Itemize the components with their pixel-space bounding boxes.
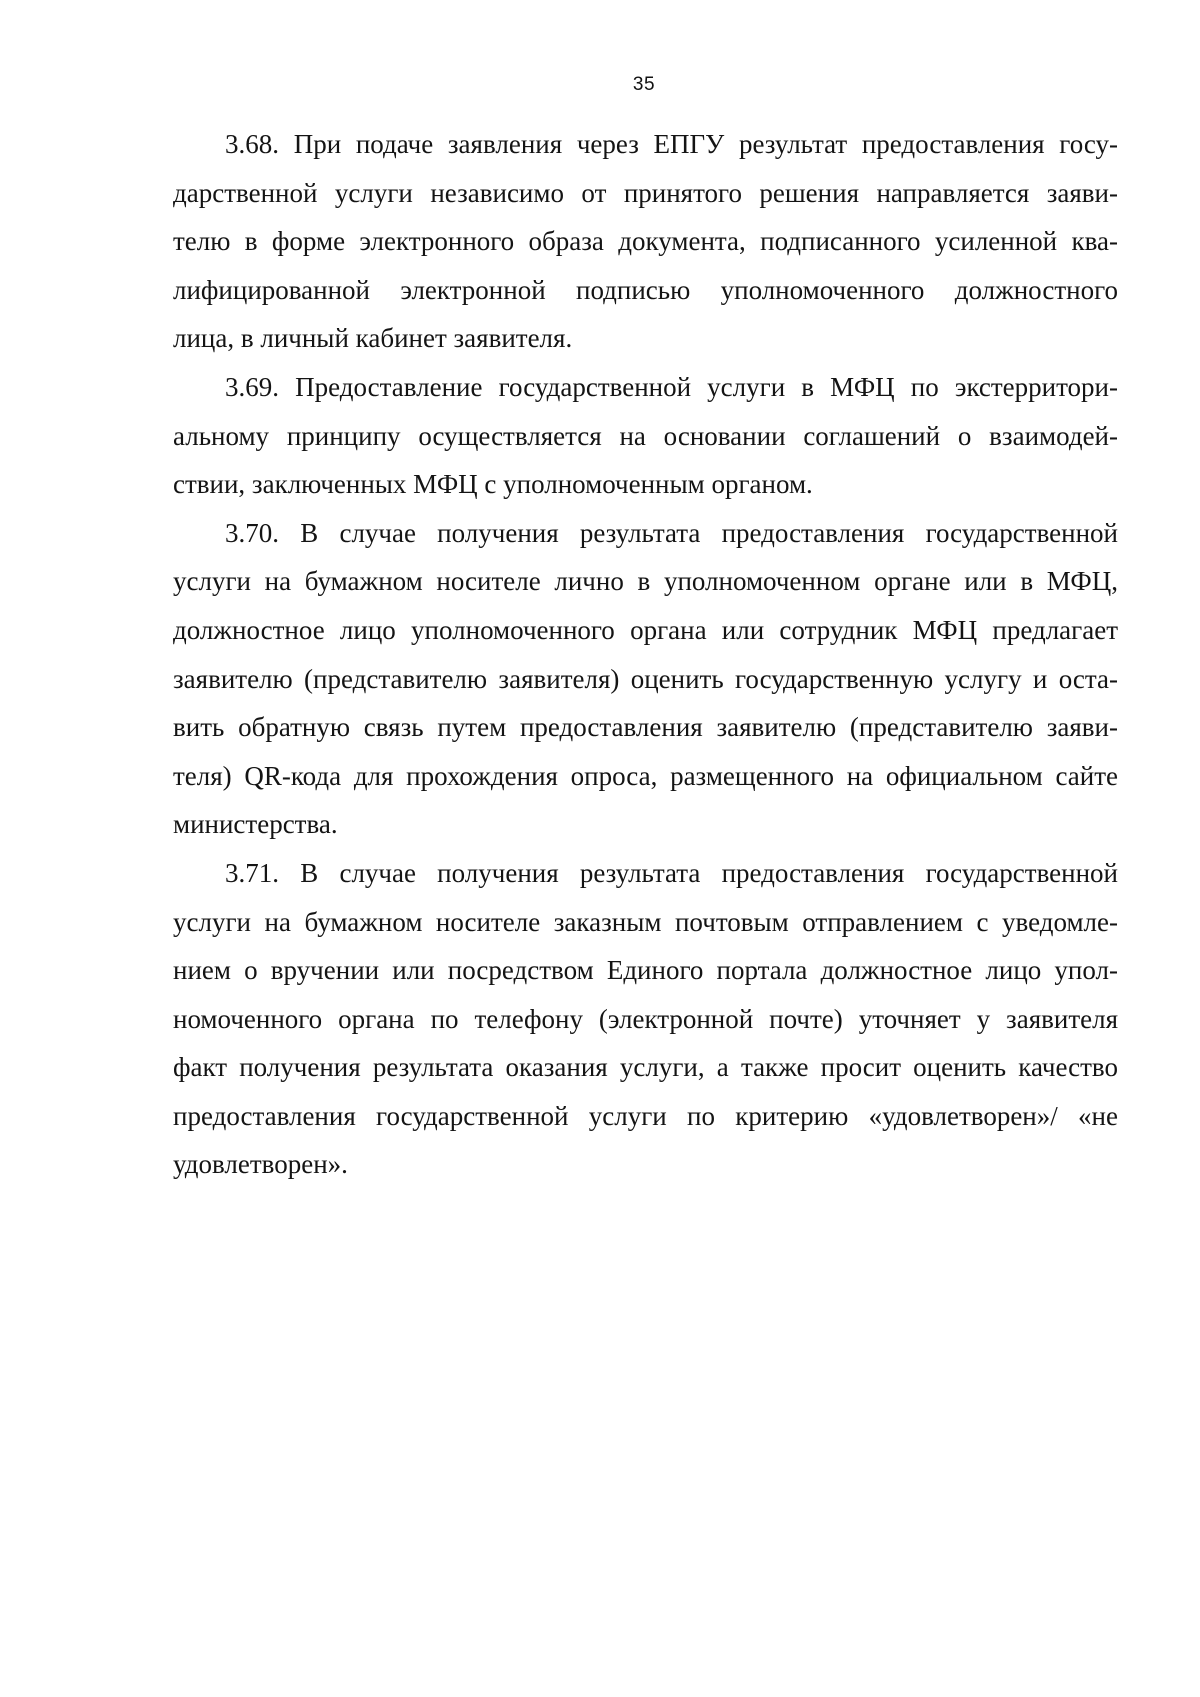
text-line: услуги на бумажном носителе лично в уполномоченном органе или в МФЦ, bbox=[173, 566, 1118, 597]
text-line: факт получения результата оказания услуги, а также просит оценить качество bbox=[173, 1052, 1118, 1083]
text-line: нием о вручении или посредством Единого портала должностное лицо упол- bbox=[173, 955, 1118, 986]
text-line: предоставления государственной услуги по критерию «удовлетворен»/ «не bbox=[173, 1100, 1118, 1131]
text-line: услуги на бумажном носителе заказным почтовым отправлением с уведомле- bbox=[173, 906, 1118, 937]
text-line: удовлетворен». bbox=[173, 1149, 348, 1180]
text-line: ствии, заключенных МФЦ с уполномоченным органом. bbox=[173, 469, 813, 500]
text-line: телю в форме электронного образа документа, подписанного усиленной ква- bbox=[173, 226, 1118, 257]
text-line: 3.68. При подаче заявления через ЕПГУ результат предоставления госу- bbox=[225, 129, 1118, 159]
text-line: вить обратную связь путем предоставления заявителю (представителю заяви- bbox=[173, 712, 1118, 743]
text-line: лица, в личный кабинет заявителя. bbox=[173, 323, 573, 354]
text-line: заявителю (представителю заявителя) оценить государственную услугу и оста- bbox=[173, 663, 1118, 694]
text-line: дарственной услуги независимо от принятого решения направляется заяви- bbox=[173, 177, 1118, 208]
document-body bbox=[173, 120, 1118, 1189]
text-line: теля) QR-кода для прохождения опроса, размещенного на официальном сайте bbox=[173, 760, 1118, 791]
paragraph-3-70 bbox=[173, 509, 1118, 849]
text-line: 3.69. Предоставление государственной услуги в МФЦ по экстерритори- bbox=[225, 371, 1118, 402]
text-line: министерства. bbox=[173, 809, 338, 840]
text-line: лифицированной электронной подписью уполномоченного должностного bbox=[173, 274, 1118, 305]
paragraph-3-69 bbox=[173, 363, 1118, 509]
page-number: 35 bbox=[632, 74, 656, 95]
text-line: должностное лицо уполномоченного органа или сотрудник МФЦ предлагает bbox=[173, 614, 1118, 645]
paragraph-3-68 bbox=[173, 120, 1118, 363]
text-line: номоченного органа по телефону (электронной почте) уточняет у заявителя bbox=[173, 1003, 1118, 1034]
text-line: 3.71. В случае получения результата предоставления государственной bbox=[225, 857, 1118, 888]
text-line: альному принципу осуществляется на основании соглашений о взаимодей- bbox=[173, 420, 1118, 451]
paragraph-3-71 bbox=[173, 849, 1118, 1189]
text-line: 3.70. В случае получения результата предоставления государственной bbox=[225, 517, 1118, 548]
